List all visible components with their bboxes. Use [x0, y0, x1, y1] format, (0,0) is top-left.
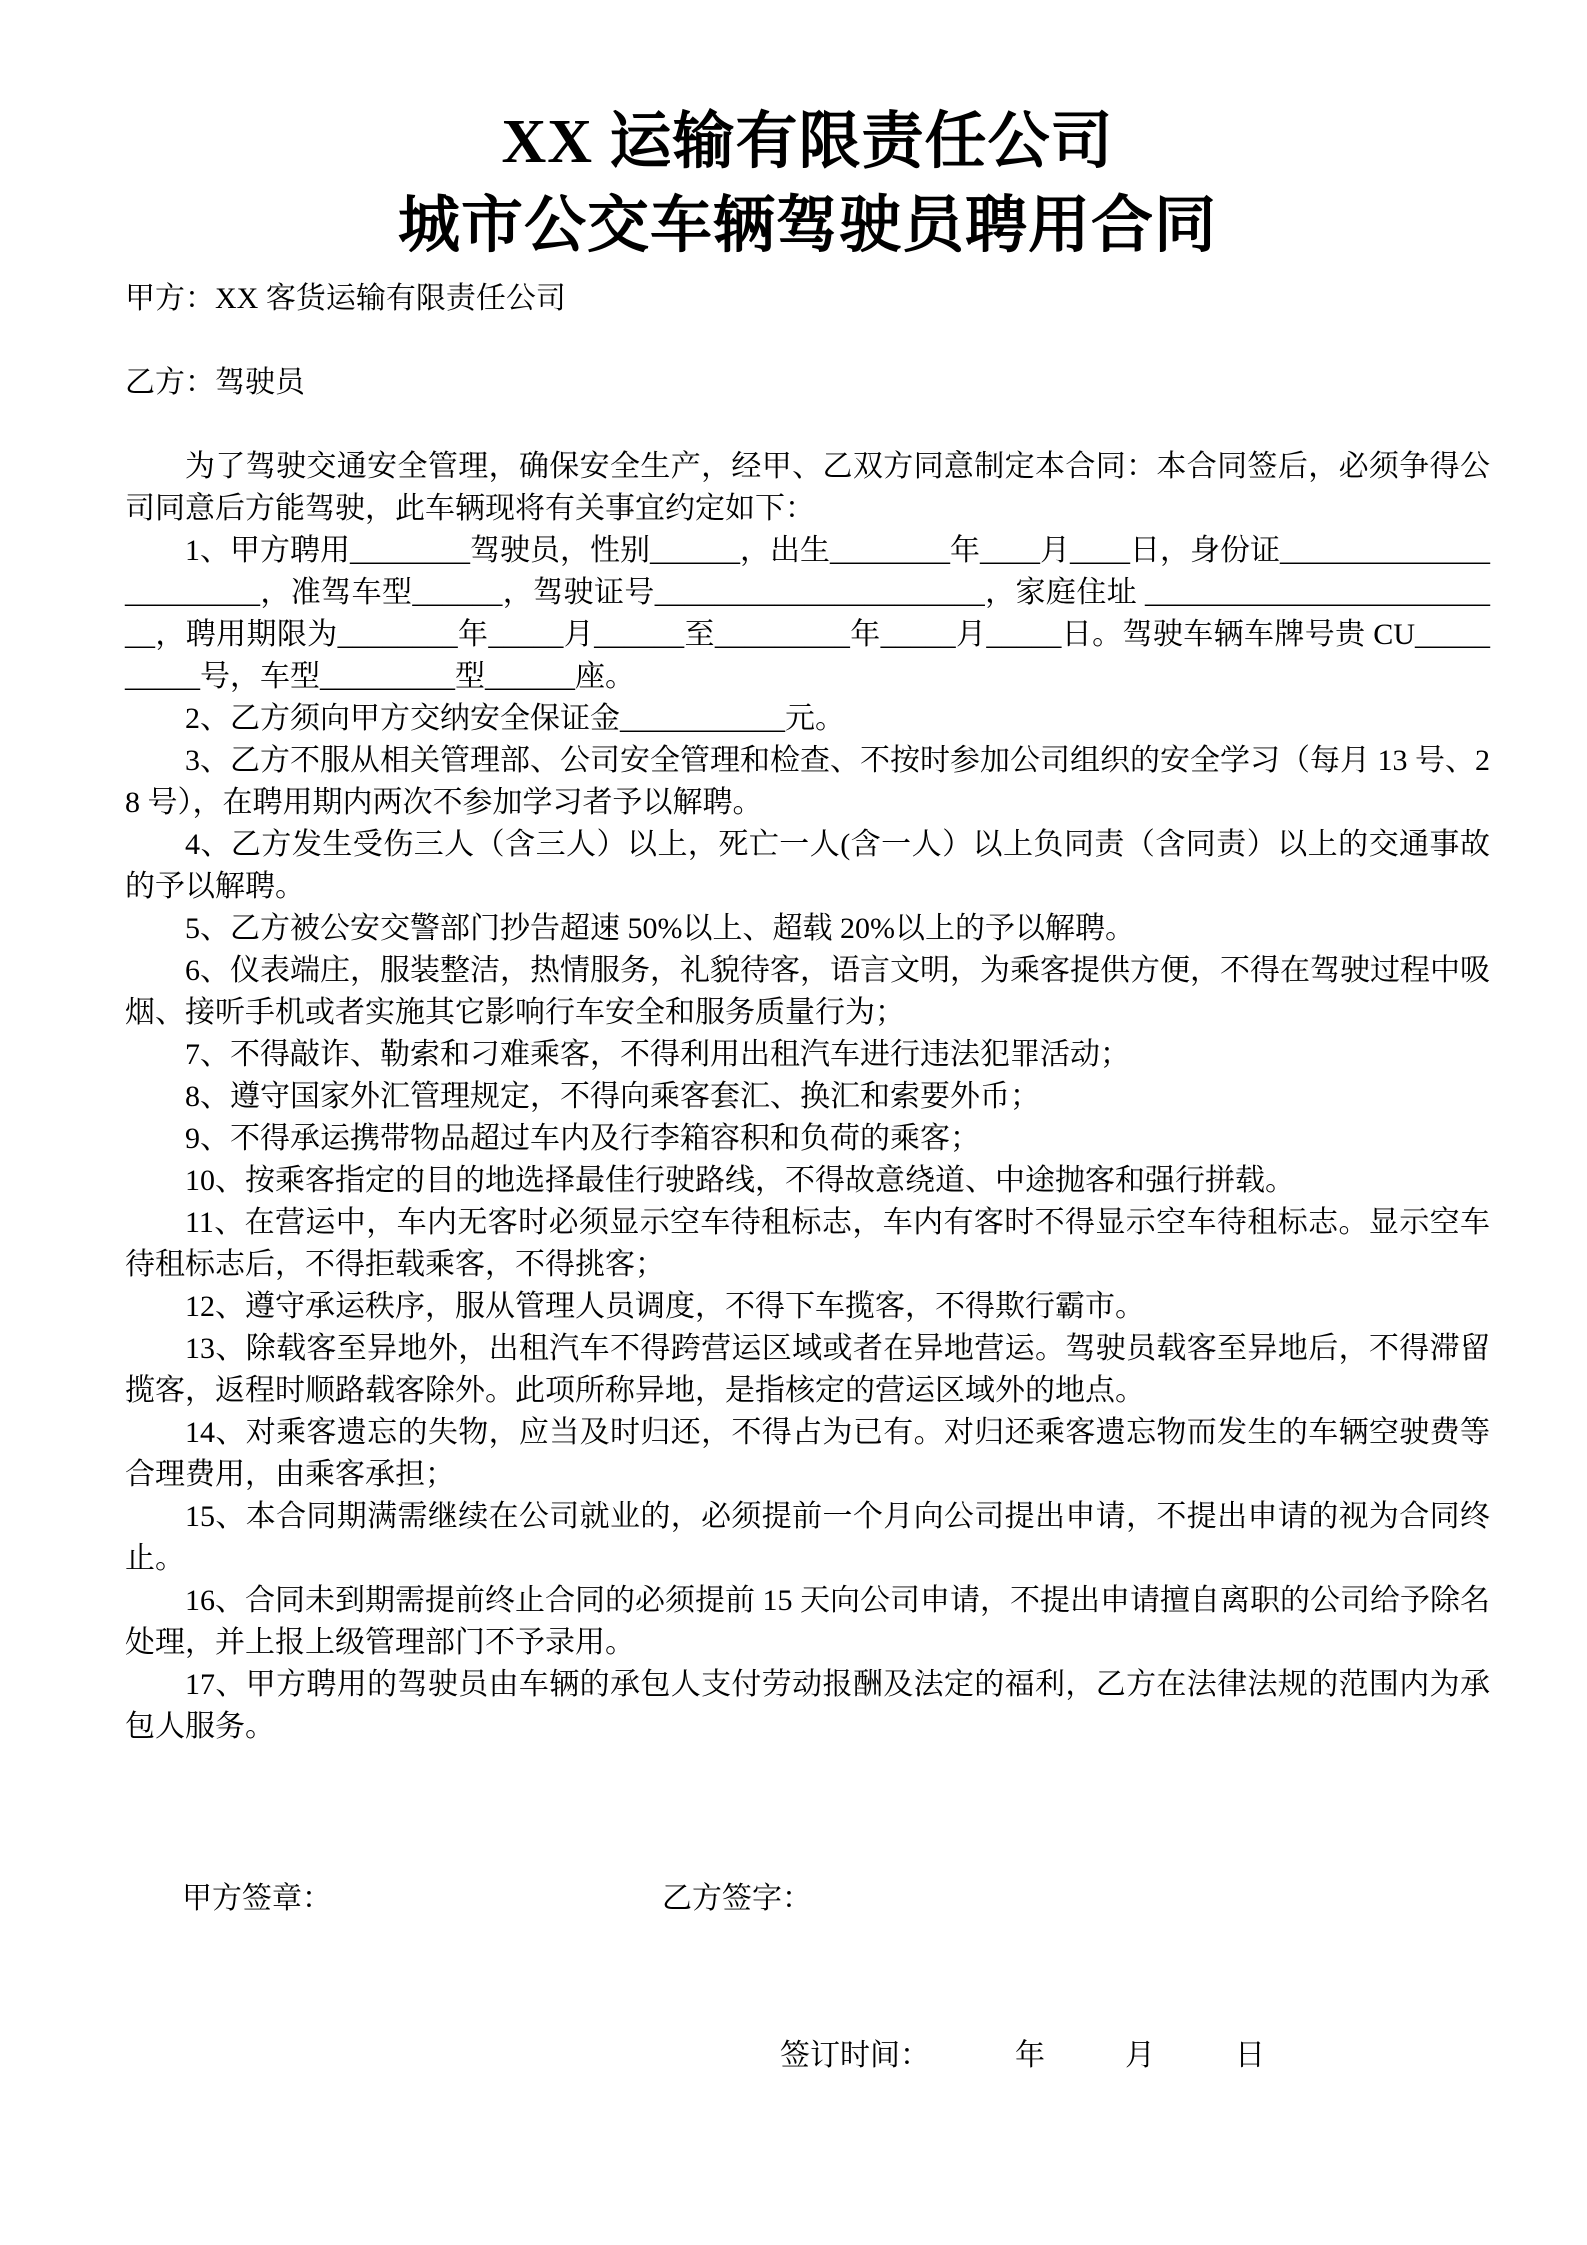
- clause-12: 12、遵守承运秩序，服从管理人员调度，不得下车揽客，不得欺行霸市。: [185, 1290, 1145, 1323]
- party-a-signature-label: 甲方签章：: [182, 1882, 332, 1915]
- party-b-line: 乙方：驾驶员: [125, 366, 305, 399]
- clause-7: 7、不得敲诈、勒索和刁难乘客，不得利用出租汽车进行违法犯罪活动；: [185, 1038, 1130, 1071]
- clause-13: 13、除载客至异地外，出租汽车不得跨营运区域或者在异地营运。驾驶员载客至异地后，不得滞留揽客，返程时顺路载客除外。此项所称异地，是指核定的营运区域外的地点。: [125, 1332, 1490, 1407]
- party-b-signature-label: 乙方签字：: [662, 1882, 812, 1915]
- contract-title: 城市公交车辆驾驶员聘用合同: [397, 192, 1217, 260]
- clause-9: 9、不得承运携带物品超过车内及行李箱容积和负荷的乘客；: [185, 1122, 980, 1155]
- clause-17: 17、甲方聘用的驾驶员由车辆的承包人支付劳动报酬及法定的福利，乙方在法律法规的范围内为承包人服务。: [125, 1668, 1490, 1743]
- party-a-line: 甲方：XX 客货运输有限责任公司: [125, 282, 566, 315]
- clause-10: 10、按乘客指定的目的地选择最佳行驶路线，不得故意绕道、中途抛客和强行拼载。: [185, 1164, 1295, 1197]
- signature-row: [125, 1878, 1490, 1920]
- sign-date-month-label: 月: [1125, 2039, 1155, 2072]
- sign-date-year-label: 年: [1015, 2039, 1045, 2072]
- sign-date-row: [780, 2035, 1490, 2077]
- intro-paragraph: 为了驾驶交通安全管理，确保安全生产，经甲、乙双方同意制定本合同：本合同签后，必须争得公司同意后方能驾驶，此车辆现将有关事宜约定如下：: [125, 450, 1490, 525]
- clause-4: 4、乙方发生受伤三人（含三人）以上，死亡一人(含一人）以上负同责（含同责）以上的交通事故的予以解聘。: [125, 828, 1490, 903]
- sign-date-day-label: 日: [1235, 2039, 1265, 2072]
- clause-6: 6、仪表端庄，服装整洁，热情服务，礼貌待客，语言文明，为乘客提供方便，不得在驾驶过程中吸烟、接听手机或者实施其它影响行车安全和服务质量行为；: [125, 954, 1490, 1029]
- sign-date-label: 签订时间：: [780, 2039, 930, 2072]
- clause-15: 15、本合同期满需继续在公司就业的，必须提前一个月向公司提出申请，不提出申请的视为合同终止。: [125, 1500, 1490, 1575]
- clause-11: 11、在营运中，车内无客时必须显示空车待租标志，车内有客时不得显示空车待租标志。显示空车待租标志后，不得拒载乘客，不得挑客；: [125, 1206, 1490, 1281]
- clause-8: 8、遵守国家外汇管理规定，不得向乘客套汇、换汇和索要外币；: [185, 1080, 1040, 1113]
- company-title: XX 运输有限责任公司: [501, 108, 1114, 176]
- clause-5: 5、乙方被公安交警部门抄告超速 50%以上、超载 20%以上的予以解聘。: [185, 912, 1135, 945]
- clause-3: 3、乙方不服从相关管理部、公司安全管理和检查、不按时参加公司组织的安全学习（每月 13 号、28 号），在聘用期内两次不参加学习者予以解聘。: [125, 744, 1490, 819]
- clause-16: 16、合同未到期需提前终止合同的必须提前 15 天向公司申请，不提出申请擅自离职的公司给予除名处理，并上报上级管理部门不予录用。: [125, 1584, 1490, 1659]
- clause-2: 2、乙方须向甲方交纳安全保证金___________元。: [185, 702, 845, 735]
- clause-1: 1、甲方聘用________驾驶员，性别______，出生________年____月____日，身份证_______________________，准驾车型______，驾驶证号______________________，家庭住址 _________________________，聘用期限为________年_____月______至_________年_____月_____日。驾驶车辆车牌号贵 CU__________号，车型_________型______座。: [125, 534, 1490, 693]
- clause-14: 14、对乘客遗忘的失物，应当及时归还，不得占为已有。对归还乘客遗忘物而发生的车辆空驶费等合理费用，由乘客承担；: [125, 1416, 1490, 1491]
